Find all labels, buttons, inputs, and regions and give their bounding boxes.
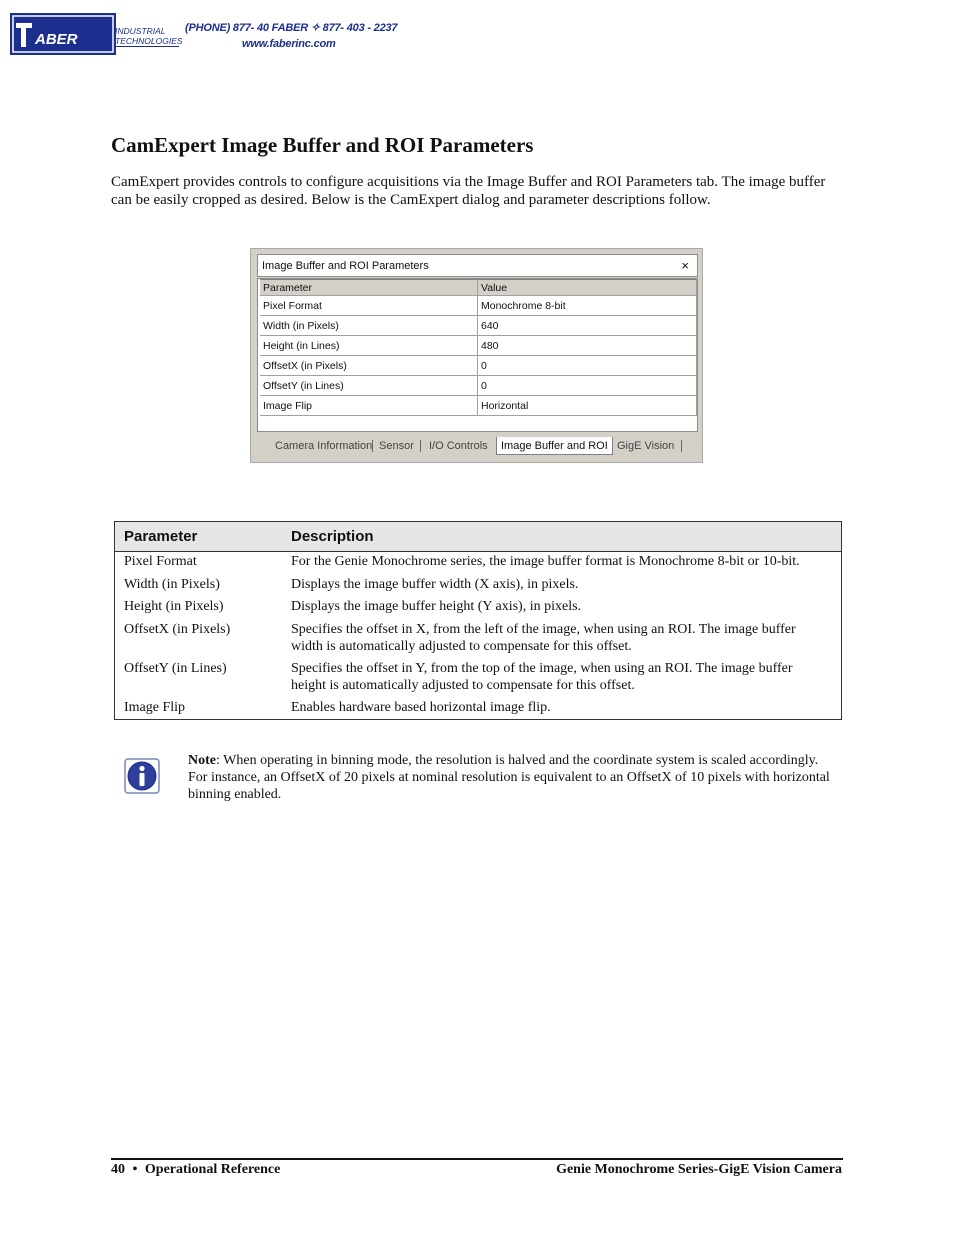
param-description: For the Genie Monochrome series, the image buffer format is Monochrome 8-bit or 10-bit. [291, 554, 800, 569]
logo-text: ABER [35, 31, 78, 48]
grid-header-row [260, 280, 697, 296]
logo-underline [115, 46, 179, 47]
website-link[interactable]: www.faberinc.com [242, 38, 336, 50]
phone-number: (PHONE) 877- 40 FABER ✧ 877- 403 - 2237 [185, 22, 398, 34]
page-number: 40 [111, 1162, 125, 1177]
note-body: : When operating in binning mode, the resolution is halved and the coordinate system is scaled accordingly. For instance, an OffsetX of 20 pixels at nominal resolution is equivalent to an OffsetX of 10 pixels with horizontal binning enabled. [188, 753, 830, 802]
faber-logo [9, 12, 117, 56]
param-description: Specifies the offset in X, from the left of the image, when using an ROI. The image buffer width is automatically adjusted to compensate for this offset. [291, 622, 796, 654]
footer-rule [111, 1158, 843, 1160]
footer-bullet: • [132, 1162, 138, 1177]
intro-paragraph: CamExpert provides controls to configure acquisitions via the Image Buffer and ROI Parameters tab. The image buffer can be easily cropped as desired. Below is the CamExpert dialog and parameter descriptions follow. [111, 174, 826, 208]
tab-io-controls[interactable]: I/O Controls [429, 440, 488, 452]
param-name: Width (in Pixels) [124, 577, 220, 592]
close-icon[interactable]: × [681, 258, 689, 273]
grid-header-value: Value [478, 280, 697, 296]
tab-separator [372, 440, 373, 452]
grid-param: Height (in Lines) [260, 336, 478, 356]
grid-value[interactable]: Monochrome 8-bit [478, 296, 697, 316]
table-header-row [115, 522, 841, 552]
grid-value[interactable]: 0 [478, 376, 697, 396]
table-header-parameter: Parameter [124, 528, 198, 545]
note-label: Note [188, 753, 216, 768]
table-header-description: Description [291, 528, 374, 545]
grid-row[interactable] [260, 316, 697, 336]
dialog-title: Image Buffer and ROI Parameters [262, 260, 429, 272]
grid-param: Width (in Pixels) [260, 316, 478, 336]
parameter-description-table [114, 521, 842, 720]
footer-section: Operational Reference [144, 1162, 281, 1177]
param-name: OffsetY (in Lines) [124, 661, 227, 676]
tab-image-buffer-roi[interactable]: Image Buffer and ROI [496, 437, 613, 455]
grid-row[interactable] [260, 296, 697, 316]
dialog-tab-bar [257, 434, 698, 458]
tab-separator [681, 440, 682, 452]
tab-camera-information[interactable]: Camera Information [275, 440, 373, 452]
info-icon [124, 758, 160, 794]
grid-value[interactable]: 640 [478, 316, 697, 336]
grid-param: Image Flip [260, 396, 478, 416]
param-name: Image Flip [124, 700, 186, 715]
dialog-titlebar [257, 254, 698, 277]
param-name: OffsetX (in Pixels) [124, 622, 231, 637]
param-name: Pixel Format [124, 554, 197, 569]
dialog-grid-area [257, 278, 698, 432]
grid-param: Pixel Format [260, 296, 478, 316]
tab-separator [420, 440, 421, 452]
param-description: Displays the image buffer width (X axis), in pixels. [291, 577, 579, 592]
camexpert-dialog [250, 248, 703, 463]
tab-sensor[interactable]: Sensor [379, 440, 414, 452]
param-description: Displays the image buffer height (Y axis), in pixels. [291, 599, 582, 614]
grid-header-parameter: Parameter [260, 280, 478, 296]
grid-value[interactable]: 480 [478, 336, 697, 356]
param-name: Height (in Pixels) [124, 599, 224, 614]
grid-param: OffsetX (in Pixels) [260, 356, 478, 376]
grid-row[interactable] [260, 336, 697, 356]
logo-subtitle: INDUSTRIAL TECHNOLOGIES [115, 26, 183, 46]
grid-value[interactable]: 0 [478, 356, 697, 376]
grid-row[interactable] [260, 356, 697, 376]
note-text [188, 752, 838, 803]
grid-value[interactable]: Horizontal [478, 396, 697, 416]
param-description: Specifies the offset in Y, from the top of the image, when using an ROI. The image buffer height is automatically adjusted to compensate for this offset. [291, 661, 793, 693]
footer-left [111, 1162, 280, 1178]
footer-product: Genie Monochrome Series-GigE Vision Camera [556, 1162, 842, 1177]
tab-gige-vision[interactable]: GigE Vision [617, 440, 675, 452]
parameter-grid [260, 279, 697, 416]
grid-param: OffsetY (in Lines) [260, 376, 478, 396]
section-title: CamExpert Image Buffer and ROI Parameters [111, 133, 534, 157]
grid-row[interactable] [260, 376, 697, 396]
grid-row[interactable] [260, 396, 697, 416]
param-description: Enables hardware based horizontal image flip. [291, 700, 551, 715]
